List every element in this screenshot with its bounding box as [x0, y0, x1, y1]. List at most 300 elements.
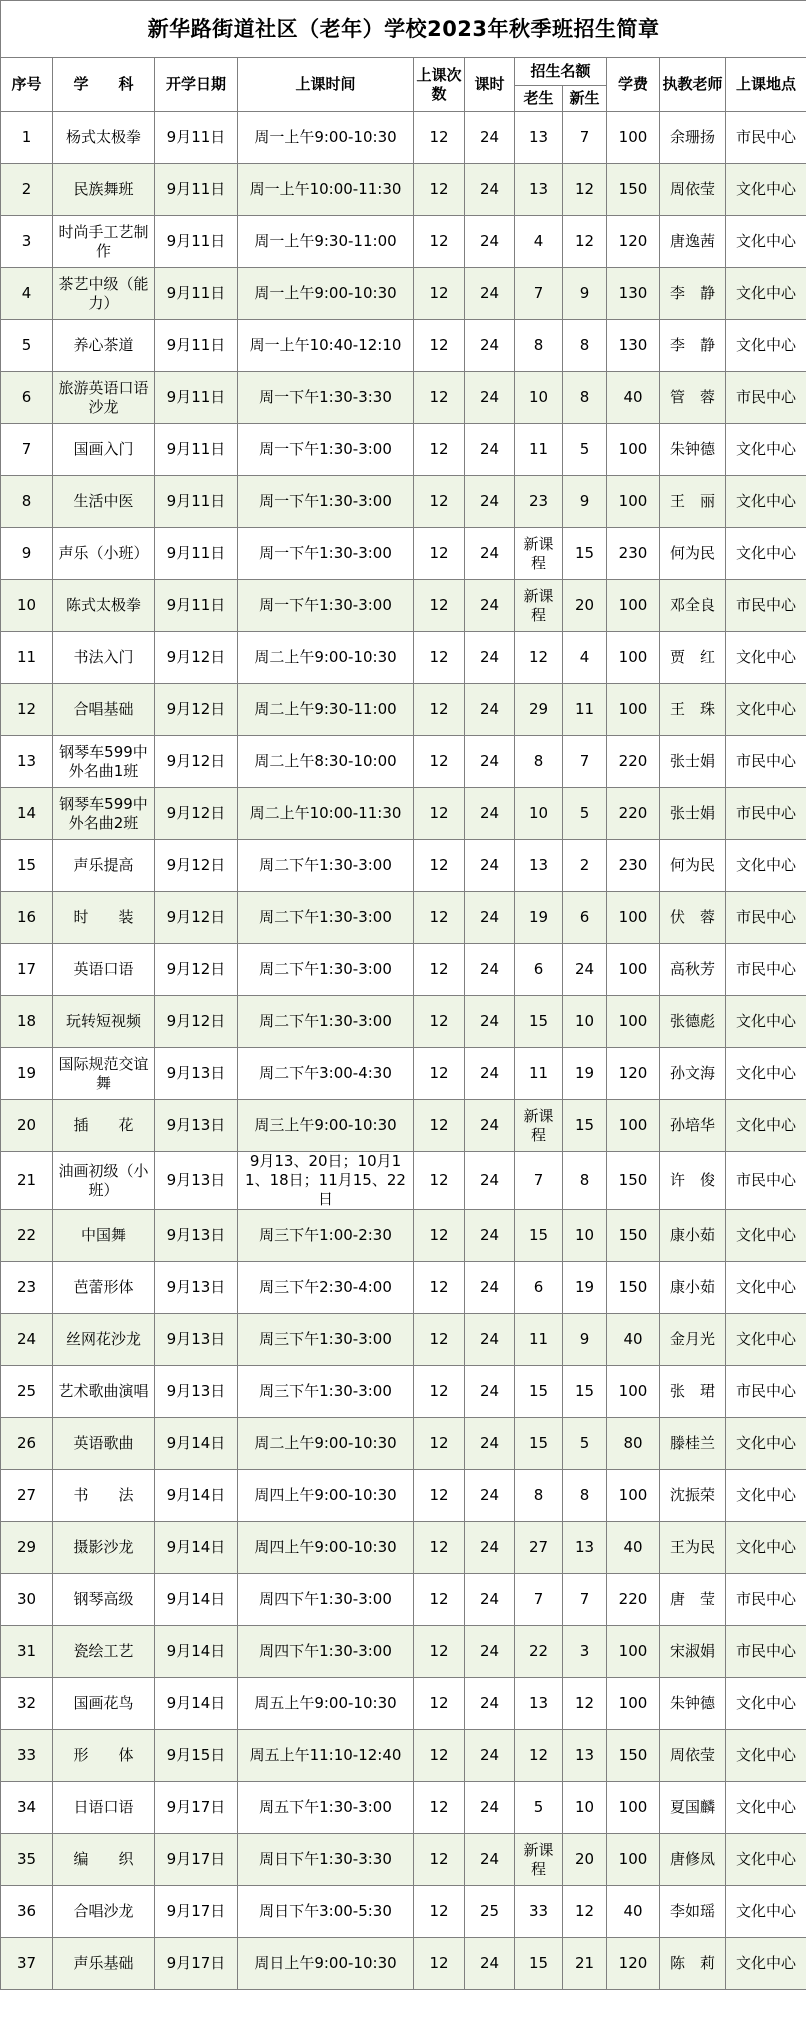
cell-subject: 书法入门 — [53, 632, 155, 684]
cell-no: 22 — [1, 1210, 53, 1262]
cell-sessions: 12 — [414, 1522, 465, 1574]
cell-teacher: 张士娟 — [660, 788, 726, 840]
cell-sessions: 12 — [414, 216, 465, 268]
cell-old-students: 11 — [515, 424, 563, 476]
cell-sessions: 12 — [414, 476, 465, 528]
cell-old-students: 8 — [515, 1470, 563, 1522]
table-row — [1, 1210, 806, 1262]
cell-teacher: 李 静 — [660, 320, 726, 372]
cell-fee: 130 — [607, 320, 660, 372]
cell-new-students: 2 — [563, 840, 607, 892]
cell-new-students: 15 — [563, 528, 607, 580]
cell-old-students: 15 — [515, 996, 563, 1048]
cell-no: 14 — [1, 788, 53, 840]
cell-no: 12 — [1, 684, 53, 736]
cell-hours: 24 — [465, 1152, 515, 1210]
cell-old-students: 15 — [515, 1938, 563, 1990]
cell-hours: 24 — [465, 216, 515, 268]
cell-new-students: 7 — [563, 112, 607, 164]
cell-hours: 24 — [465, 268, 515, 320]
cell-fee: 100 — [607, 1366, 660, 1418]
cell-start-date: 9月13日 — [155, 1366, 238, 1418]
cell-teacher: 高秋芳 — [660, 944, 726, 996]
cell-hours: 24 — [465, 1834, 515, 1886]
cell-time: 周四上午9:00-10:30 — [238, 1470, 414, 1522]
cell-start-date: 9月13日 — [155, 1262, 238, 1314]
cell-location: 市民中心 — [726, 1574, 806, 1626]
cell-no: 15 — [1, 840, 53, 892]
cell-location: 文化中心 — [726, 216, 806, 268]
cell-no: 13 — [1, 736, 53, 788]
cell-location: 文化中心 — [726, 1418, 806, 1470]
cell-subject: 日语口语 — [53, 1782, 155, 1834]
cell-fee: 100 — [607, 632, 660, 684]
cell-hours: 24 — [465, 684, 515, 736]
cell-no: 27 — [1, 1470, 53, 1522]
cell-teacher: 金月光 — [660, 1314, 726, 1366]
table-row — [1, 1782, 806, 1834]
cell-hours: 24 — [465, 736, 515, 788]
cell-fee: 100 — [607, 1782, 660, 1834]
cell-start-date: 9月13日 — [155, 1100, 238, 1152]
cell-old-students: 13 — [515, 112, 563, 164]
cell-teacher: 李如瑶 — [660, 1886, 726, 1938]
cell-location: 文化中心 — [726, 1782, 806, 1834]
cell-location: 文化中心 — [726, 320, 806, 372]
cell-no: 33 — [1, 1730, 53, 1782]
cell-fee: 40 — [607, 1314, 660, 1366]
cell-subject: 钢琴车599中外名曲2班 — [53, 788, 155, 840]
cell-subject: 钢琴车599中外名曲1班 — [53, 736, 155, 788]
cell-location: 文化中心 — [726, 684, 806, 736]
cell-location: 文化中心 — [726, 1834, 806, 1886]
table-row — [1, 476, 806, 528]
cell-sessions: 12 — [414, 840, 465, 892]
cell-sessions: 12 — [414, 580, 465, 632]
header-no: 序号 — [1, 58, 53, 112]
cell-location: 文化中心 — [726, 1938, 806, 1990]
cell-hours: 24 — [465, 1782, 515, 1834]
table-row — [1, 1834, 806, 1886]
cell-fee: 120 — [607, 216, 660, 268]
cell-new-students: 13 — [563, 1522, 607, 1574]
cell-teacher: 贾 红 — [660, 632, 726, 684]
cell-subject: 插 花 — [53, 1100, 155, 1152]
cell-location: 文化中心 — [726, 1314, 806, 1366]
cell-no: 20 — [1, 1100, 53, 1152]
cell-old-students: 新课程 — [515, 528, 563, 580]
table-row — [1, 1314, 806, 1366]
cell-old-students: 11 — [515, 1314, 563, 1366]
cell-fee: 230 — [607, 528, 660, 580]
table-row — [1, 1626, 806, 1678]
cell-old-students: 22 — [515, 1626, 563, 1678]
table-row — [1, 1418, 806, 1470]
cell-time: 周四下午1:30-3:00 — [238, 1574, 414, 1626]
cell-time: 周一上午10:40-12:10 — [238, 320, 414, 372]
cell-time: 周一下午1:30-3:00 — [238, 476, 414, 528]
cell-teacher: 周依莹 — [660, 164, 726, 216]
cell-new-students: 12 — [563, 1678, 607, 1730]
cell-teacher: 夏国麟 — [660, 1782, 726, 1834]
cell-no: 5 — [1, 320, 53, 372]
cell-no: 19 — [1, 1048, 53, 1100]
cell-start-date: 9月17日 — [155, 1938, 238, 1990]
cell-teacher: 唐修凤 — [660, 1834, 726, 1886]
cell-teacher: 周依莹 — [660, 1730, 726, 1782]
table-row — [1, 632, 806, 684]
cell-new-students: 19 — [563, 1048, 607, 1100]
cell-hours: 24 — [465, 1678, 515, 1730]
cell-location: 文化中心 — [726, 1522, 806, 1574]
cell-new-students: 5 — [563, 424, 607, 476]
cell-old-students: 新课程 — [515, 1100, 563, 1152]
header-quota: 招生名额 — [515, 58, 607, 86]
cell-new-students: 15 — [563, 1100, 607, 1152]
cell-hours: 24 — [465, 944, 515, 996]
cell-teacher: 朱钟德 — [660, 424, 726, 476]
cell-start-date: 9月11日 — [155, 476, 238, 528]
cell-time: 周二上午9:00-10:30 — [238, 632, 414, 684]
cell-time: 周二上午9:30-11:00 — [238, 684, 414, 736]
cell-start-date: 9月17日 — [155, 1834, 238, 1886]
table-row — [1, 1886, 806, 1938]
cell-no: 32 — [1, 1678, 53, 1730]
cell-location: 文化中心 — [726, 1886, 806, 1938]
cell-subject: 瓷绘工艺 — [53, 1626, 155, 1678]
table-row — [1, 268, 806, 320]
header-time: 上课时间 — [238, 58, 414, 112]
cell-sessions: 12 — [414, 996, 465, 1048]
table-row — [1, 372, 806, 424]
cell-new-students: 10 — [563, 1782, 607, 1834]
cell-location: 市民中心 — [726, 1152, 806, 1210]
cell-start-date: 9月12日 — [155, 996, 238, 1048]
cell-subject: 合唱基础 — [53, 684, 155, 736]
cell-no: 3 — [1, 216, 53, 268]
header-old-students: 老生 — [515, 86, 563, 112]
header-fee: 学费 — [607, 58, 660, 112]
table-row — [1, 1678, 806, 1730]
cell-sessions: 12 — [414, 320, 465, 372]
cell-sessions: 12 — [414, 632, 465, 684]
cell-time: 周五上午9:00-10:30 — [238, 1678, 414, 1730]
cell-old-students: 新课程 — [515, 580, 563, 632]
cell-no: 2 — [1, 164, 53, 216]
cell-old-students: 13 — [515, 1678, 563, 1730]
cell-subject: 陈式太极拳 — [53, 580, 155, 632]
cell-teacher: 李 静 — [660, 268, 726, 320]
cell-no: 7 — [1, 424, 53, 476]
table-row — [1, 1100, 806, 1152]
header-sessions: 上课次数 — [414, 58, 465, 112]
cell-time: 周一上午9:30-11:00 — [238, 216, 414, 268]
cell-no: 4 — [1, 268, 53, 320]
cell-old-students: 12 — [515, 1730, 563, 1782]
cell-old-students: 11 — [515, 1048, 563, 1100]
cell-subject: 时 装 — [53, 892, 155, 944]
cell-old-students: 10 — [515, 372, 563, 424]
cell-subject: 生活中医 — [53, 476, 155, 528]
cell-teacher: 康小茹 — [660, 1262, 726, 1314]
cell-sessions: 12 — [414, 892, 465, 944]
cell-sessions: 12 — [414, 112, 465, 164]
cell-start-date: 9月11日 — [155, 372, 238, 424]
cell-subject: 养心茶道 — [53, 320, 155, 372]
cell-fee: 120 — [607, 1938, 660, 1990]
table-row — [1, 112, 806, 164]
cell-subject: 民族舞班 — [53, 164, 155, 216]
cell-hours: 25 — [465, 1886, 515, 1938]
cell-hours: 24 — [465, 424, 515, 476]
cell-start-date: 9月11日 — [155, 216, 238, 268]
cell-fee: 40 — [607, 1886, 660, 1938]
cell-no: 8 — [1, 476, 53, 528]
cell-new-students: 3 — [563, 1626, 607, 1678]
cell-hours: 24 — [465, 1048, 515, 1100]
cell-no: 17 — [1, 944, 53, 996]
cell-start-date: 9月13日 — [155, 1210, 238, 1262]
cell-old-students: 7 — [515, 1152, 563, 1210]
cell-new-students: 9 — [563, 268, 607, 320]
table-row — [1, 1730, 806, 1782]
cell-location: 市民中心 — [726, 788, 806, 840]
cell-fee: 100 — [607, 1100, 660, 1152]
cell-location: 文化中心 — [726, 1210, 806, 1262]
cell-no: 34 — [1, 1782, 53, 1834]
cell-teacher: 陈 莉 — [660, 1938, 726, 1990]
cell-subject: 旅游英语口语沙龙 — [53, 372, 155, 424]
table-row — [1, 424, 806, 476]
cell-subject: 杨式太极拳 — [53, 112, 155, 164]
cell-location: 文化中心 — [726, 840, 806, 892]
table-row — [1, 788, 806, 840]
cell-new-students: 13 — [563, 1730, 607, 1782]
cell-location: 市民中心 — [726, 944, 806, 996]
cell-location: 文化中心 — [726, 1678, 806, 1730]
cell-hours: 24 — [465, 632, 515, 684]
cell-teacher: 孙培华 — [660, 1100, 726, 1152]
cell-time: 周三下午1:30-3:00 — [238, 1314, 414, 1366]
cell-old-students: 15 — [515, 1210, 563, 1262]
cell-location: 市民中心 — [726, 1626, 806, 1678]
cell-hours: 24 — [465, 840, 515, 892]
cell-subject: 合唱沙龙 — [53, 1886, 155, 1938]
cell-start-date: 9月12日 — [155, 632, 238, 684]
table-row — [1, 1522, 806, 1574]
cell-no: 29 — [1, 1522, 53, 1574]
cell-fee: 130 — [607, 268, 660, 320]
cell-sessions: 12 — [414, 164, 465, 216]
cell-new-students: 5 — [563, 1418, 607, 1470]
table-row — [1, 736, 806, 788]
cell-fee: 220 — [607, 736, 660, 788]
cell-subject: 芭蕾形体 — [53, 1262, 155, 1314]
cell-no: 36 — [1, 1886, 53, 1938]
cell-sessions: 12 — [414, 736, 465, 788]
cell-new-students: 9 — [563, 1314, 607, 1366]
cell-sessions: 12 — [414, 1314, 465, 1366]
cell-teacher: 伏 蓉 — [660, 892, 726, 944]
cell-old-students: 6 — [515, 944, 563, 996]
cell-old-students: 8 — [515, 320, 563, 372]
cell-time: 周二上午10:00-11:30 — [238, 788, 414, 840]
cell-teacher: 朱钟德 — [660, 1678, 726, 1730]
cell-hours: 24 — [465, 164, 515, 216]
cell-fee: 100 — [607, 684, 660, 736]
cell-time: 周二下午1:30-3:00 — [238, 840, 414, 892]
cell-new-students: 20 — [563, 580, 607, 632]
cell-old-students: 19 — [515, 892, 563, 944]
cell-teacher: 张 珺 — [660, 1366, 726, 1418]
cell-start-date: 9月12日 — [155, 684, 238, 736]
cell-time: 周五下午1:30-3:00 — [238, 1782, 414, 1834]
cell-old-students: 6 — [515, 1262, 563, 1314]
cell-hours: 24 — [465, 1730, 515, 1782]
cell-teacher: 唐逸茜 — [660, 216, 726, 268]
cell-location: 文化中心 — [726, 1730, 806, 1782]
cell-no: 9 — [1, 528, 53, 580]
cell-start-date: 9月14日 — [155, 1626, 238, 1678]
cell-fee: 150 — [607, 1730, 660, 1782]
cell-no: 37 — [1, 1938, 53, 1990]
cell-subject: 钢琴高级 — [53, 1574, 155, 1626]
cell-fee: 100 — [607, 996, 660, 1048]
table-row — [1, 1152, 806, 1210]
cell-no: 35 — [1, 1834, 53, 1886]
cell-start-date: 9月11日 — [155, 268, 238, 320]
cell-sessions: 12 — [414, 788, 465, 840]
cell-fee: 100 — [607, 112, 660, 164]
cell-time: 周日下午1:30-3:30 — [238, 1834, 414, 1886]
cell-time: 周三上午9:00-10:30 — [238, 1100, 414, 1152]
cell-time: 周二下午1:30-3:00 — [238, 944, 414, 996]
cell-sessions: 12 — [414, 1574, 465, 1626]
cell-subject: 书 法 — [53, 1470, 155, 1522]
cell-old-students: 13 — [515, 840, 563, 892]
cell-start-date: 9月14日 — [155, 1678, 238, 1730]
cell-no: 16 — [1, 892, 53, 944]
cell-new-students: 8 — [563, 372, 607, 424]
cell-start-date: 9月14日 — [155, 1418, 238, 1470]
cell-location: 市民中心 — [726, 892, 806, 944]
cell-start-date: 9月11日 — [155, 424, 238, 476]
cell-time: 周四上午9:00-10:30 — [238, 1522, 414, 1574]
cell-location: 文化中心 — [726, 268, 806, 320]
cell-sessions: 12 — [414, 1626, 465, 1678]
cell-hours: 24 — [465, 996, 515, 1048]
cell-sessions: 12 — [414, 1100, 465, 1152]
cell-no: 1 — [1, 112, 53, 164]
cell-old-students: 33 — [515, 1886, 563, 1938]
cell-teacher: 康小茹 — [660, 1210, 726, 1262]
cell-subject: 英语歌曲 — [53, 1418, 155, 1470]
cell-old-students: 15 — [515, 1366, 563, 1418]
cell-time: 周一下午1:30-3:30 — [238, 372, 414, 424]
table-row — [1, 528, 806, 580]
cell-fee: 100 — [607, 1470, 660, 1522]
cell-fee: 100 — [607, 1678, 660, 1730]
cell-teacher: 滕桂兰 — [660, 1418, 726, 1470]
cell-time: 周日下午3:00-5:30 — [238, 1886, 414, 1938]
cell-new-students: 6 — [563, 892, 607, 944]
cell-teacher: 王为民 — [660, 1522, 726, 1574]
cell-hours: 24 — [465, 1314, 515, 1366]
cell-location: 文化中心 — [726, 1048, 806, 1100]
cell-no: 18 — [1, 996, 53, 1048]
cell-subject: 中国舞 — [53, 1210, 155, 1262]
table-row — [1, 1366, 806, 1418]
cell-fee: 150 — [607, 1262, 660, 1314]
cell-subject: 编 织 — [53, 1834, 155, 1886]
cell-sessions: 12 — [414, 1048, 465, 1100]
cell-location: 文化中心 — [726, 996, 806, 1048]
cell-hours: 24 — [465, 372, 515, 424]
cell-time: 周五上午11:10-12:40 — [238, 1730, 414, 1782]
cell-subject: 声乐（小班） — [53, 528, 155, 580]
cell-new-students: 12 — [563, 216, 607, 268]
cell-no: 30 — [1, 1574, 53, 1626]
cell-sessions: 12 — [414, 1152, 465, 1210]
cell-time: 周日上午9:00-10:30 — [238, 1938, 414, 1990]
table-row — [1, 892, 806, 944]
table-body — [1, 112, 806, 1990]
cell-hours: 24 — [465, 1938, 515, 1990]
cell-sessions: 12 — [414, 1938, 465, 1990]
cell-time: 周二下午3:00-4:30 — [238, 1048, 414, 1100]
cell-new-students: 12 — [563, 1886, 607, 1938]
cell-start-date: 9月11日 — [155, 320, 238, 372]
cell-no: 21 — [1, 1152, 53, 1210]
table-row — [1, 1262, 806, 1314]
cell-start-date: 9月12日 — [155, 892, 238, 944]
cell-new-students: 10 — [563, 1210, 607, 1262]
cell-time: 周三下午1:00-2:30 — [238, 1210, 414, 1262]
cell-no: 11 — [1, 632, 53, 684]
cell-time: 周一上午10:00-11:30 — [238, 164, 414, 216]
cell-fee: 150 — [607, 1210, 660, 1262]
cell-start-date: 9月12日 — [155, 788, 238, 840]
cell-location: 市民中心 — [726, 372, 806, 424]
cell-location: 文化中心 — [726, 1100, 806, 1152]
cell-teacher: 王 丽 — [660, 476, 726, 528]
header-hours: 课时 — [465, 58, 515, 112]
cell-new-students: 19 — [563, 1262, 607, 1314]
cell-old-students: 15 — [515, 1418, 563, 1470]
cell-teacher: 宋淑娟 — [660, 1626, 726, 1678]
cell-new-students: 20 — [563, 1834, 607, 1886]
cell-sessions: 12 — [414, 1782, 465, 1834]
cell-old-students: 4 — [515, 216, 563, 268]
cell-new-students: 15 — [563, 1366, 607, 1418]
cell-fee: 150 — [607, 1152, 660, 1210]
cell-teacher: 张士娟 — [660, 736, 726, 788]
cell-time: 周一下午1:30-3:00 — [238, 424, 414, 476]
cell-sessions: 12 — [414, 1886, 465, 1938]
cell-no: 10 — [1, 580, 53, 632]
cell-location: 文化中心 — [726, 164, 806, 216]
cell-old-students: 10 — [515, 788, 563, 840]
cell-subject: 声乐基础 — [53, 1938, 155, 1990]
cell-teacher: 孙文海 — [660, 1048, 726, 1100]
table-row — [1, 840, 806, 892]
cell-fee: 100 — [607, 892, 660, 944]
cell-start-date: 9月11日 — [155, 580, 238, 632]
cell-fee: 100 — [607, 1626, 660, 1678]
cell-teacher: 王 珠 — [660, 684, 726, 736]
cell-teacher: 何为民 — [660, 528, 726, 580]
cell-sessions: 12 — [414, 1678, 465, 1730]
